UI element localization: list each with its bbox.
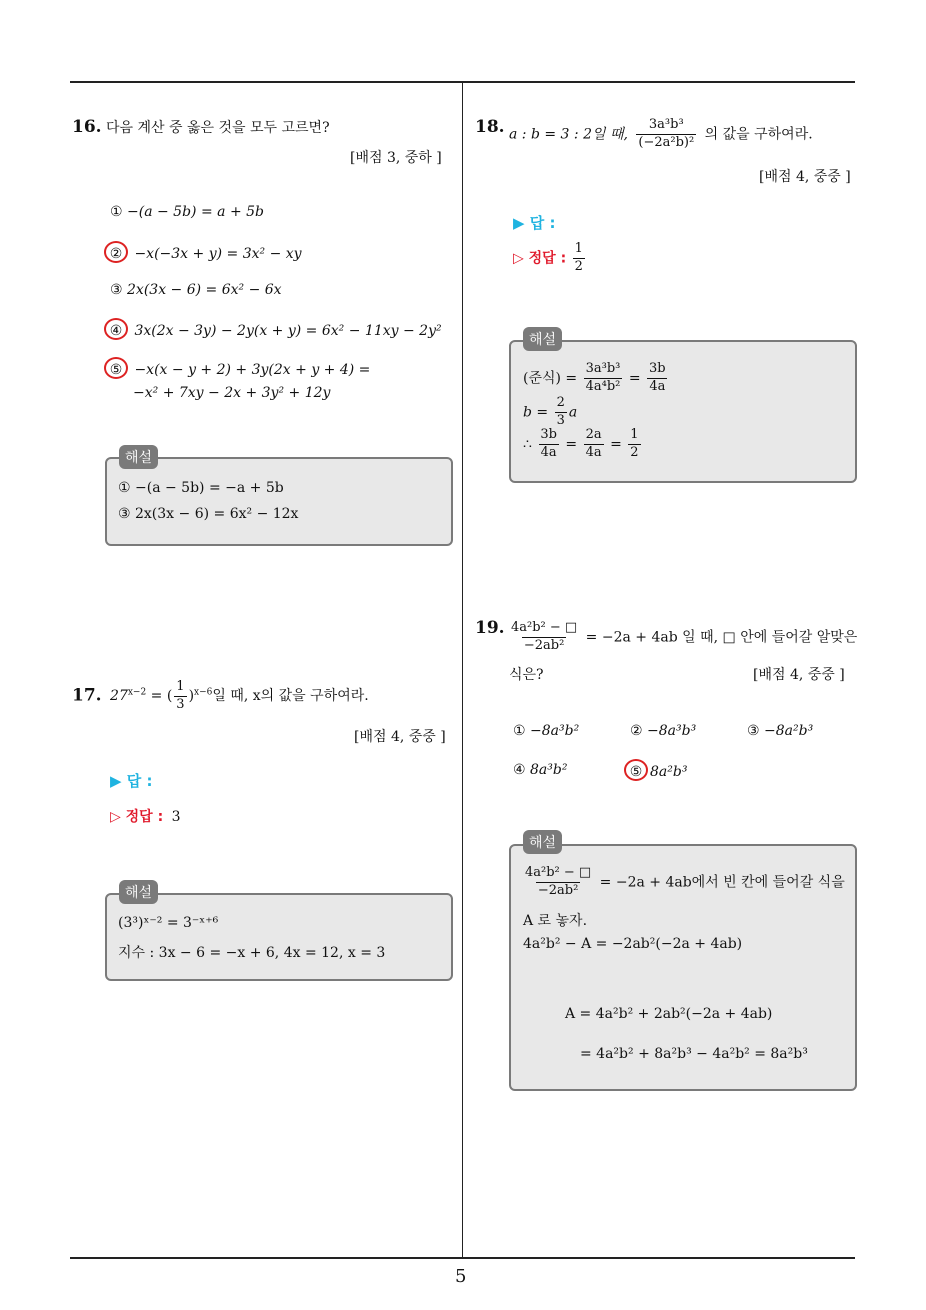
question-text: $27^{x-2}$ = ( $\frac{1}{3}$ )$^{x-6}$일 때, x의 값을 구하여라. bbox=[110, 679, 369, 712]
option-mark: ① bbox=[110, 204, 123, 220]
option-5[interactable]: ⑤ 8a²b³ bbox=[628, 759, 687, 781]
question-19-text: $\frac{\text{4a²b² − □}}{\text{−2ab²}}$ = −2a + 4ab 일 때, □ 안에 들어갈 알맞은 bbox=[511, 620, 858, 653]
explanation-line: = 4a²b² + 8a²b³ − 4a²b² = 8a²b³ bbox=[580, 1046, 808, 1062]
explanation-line: ① −(a − 5b) = −a + 5b bbox=[118, 480, 284, 496]
question-number: 18. bbox=[475, 117, 505, 137]
option-3[interactable] bbox=[110, 282, 282, 298]
page-number: 5 bbox=[455, 1266, 467, 1287]
question-19-text-line2: 식은? bbox=[509, 667, 544, 683]
option-expression: −(a − 5b) = a + 5b bbox=[127, 204, 264, 220]
option-2[interactable] bbox=[108, 241, 302, 263]
selected-circle-mark: ⑤ bbox=[104, 357, 128, 379]
answer-label[interactable]: ▶ 답 : bbox=[110, 772, 153, 790]
option-2[interactable]: ② −8a³b³ bbox=[630, 723, 697, 739]
option-5-continued: −x² + 7xy − 2x + 3y² + 12y bbox=[133, 385, 331, 401]
explanation-line: 4a²b² − A = −2ab²(−2a + 4ab) bbox=[523, 936, 743, 952]
explanation-line: A 로 놓자. bbox=[523, 913, 588, 929]
explanation-line: ∴ $\frac{3b}{4a}$ = $\frac{2a}{4a}$ = $\frac{1}{2}$ bbox=[523, 427, 639, 460]
correct-answer bbox=[513, 242, 587, 275]
correct-answer-label: ▷ 정답 : bbox=[513, 250, 567, 267]
explanation-tag: 해설 bbox=[119, 880, 158, 904]
selected-circle-mark: ⑤ bbox=[624, 759, 648, 781]
selected-circle-mark: ② bbox=[104, 241, 128, 263]
explanation-line: $\frac{\text{4a²b² − □}}{\text{−2ab²}}$ = −2a + 4ab에서 빈 칸에 들어갈 식을 bbox=[525, 865, 845, 898]
question-18-meta: [배점 4, 중중 ] bbox=[759, 169, 851, 185]
explanation-line: 지수 : 3x − 6 = −x + 6, 4x = 12, x = 3 bbox=[118, 945, 386, 961]
question-text: 다음 계산 중 옳은 것을 모두 고르면? bbox=[106, 120, 330, 136]
question-17 bbox=[72, 680, 457, 713]
option-5[interactable] bbox=[108, 357, 370, 379]
explanation-box-16 bbox=[105, 457, 453, 546]
question-number: 17. bbox=[72, 685, 102, 706]
correct-answer-value: $\frac{1}{2}$ bbox=[574, 241, 583, 274]
answer-label[interactable]: ▶ 답 : bbox=[513, 214, 556, 232]
explanation-tag: 해설 bbox=[119, 445, 158, 469]
explanation-line: (3³)ˣ⁻² = 3⁻ˣ⁺⁶ bbox=[118, 915, 219, 931]
bottom-rule bbox=[70, 1257, 855, 1259]
option-expression: 2x(3x − 6) = 6x² − 6x bbox=[127, 282, 282, 298]
option-1[interactable]: ① −8a³b² bbox=[513, 723, 580, 739]
explanation-tag: 해설 bbox=[523, 830, 562, 854]
column-divider bbox=[462, 83, 463, 1258]
question-17-meta: [배점 4, 중중 ] bbox=[354, 729, 446, 745]
explanation-tag: 해설 bbox=[523, 327, 562, 351]
option-4[interactable] bbox=[108, 318, 442, 340]
selected-circle-mark: ④ bbox=[104, 318, 128, 340]
question-19-meta: [배점 4, 중중 ] bbox=[753, 667, 845, 683]
question-number: 16. bbox=[72, 117, 102, 137]
option-expression: −x(x − y + 2) + 3y(2x + y + 4) = bbox=[134, 362, 371, 378]
option-expression: −x(−3x + y) = 3x² − xy bbox=[134, 246, 302, 262]
option-1[interactable] bbox=[110, 204, 264, 220]
explanation-line: A = 4a²b² + 2ab²(−2a + 4ab) bbox=[565, 1006, 773, 1022]
correct-answer-label: ▷ 정답 : bbox=[110, 809, 164, 825]
question-16 bbox=[72, 117, 457, 137]
explanation-line: b = $\frac{2}{3}$ a bbox=[523, 395, 578, 428]
correct-answer bbox=[110, 806, 181, 826]
option-4[interactable]: ④ 8a³b² bbox=[513, 762, 568, 778]
option-expression: 3x(2x − 3y) − 2y(x + y) = 6x² − 11xy − 2y² bbox=[134, 323, 442, 339]
question-number: 19. bbox=[475, 618, 505, 638]
question-16-meta: [배점 3, 중하 ] bbox=[350, 150, 442, 166]
option-3[interactable]: ③ −8a²b³ bbox=[747, 723, 814, 739]
question-19 bbox=[475, 618, 505, 638]
option-mark: ③ bbox=[110, 282, 123, 298]
correct-answer-value: 3 bbox=[171, 809, 181, 825]
question-18-text: a : b = 3 : 2일 때, $\frac{\text{3a³b³}}{\text{(−2a²b)²}}$ 의 값을 구하여라. bbox=[509, 117, 813, 150]
explanation-line: (준식) = $\frac{\text{3a³b³}}{\text{4a⁴b²}}$ = $\frac{3b}{4a}$ bbox=[523, 361, 666, 394]
explanation-box-17 bbox=[105, 893, 453, 981]
explanation-line: ③ 2x(3x − 6) = 6x² − 12x bbox=[118, 506, 299, 522]
